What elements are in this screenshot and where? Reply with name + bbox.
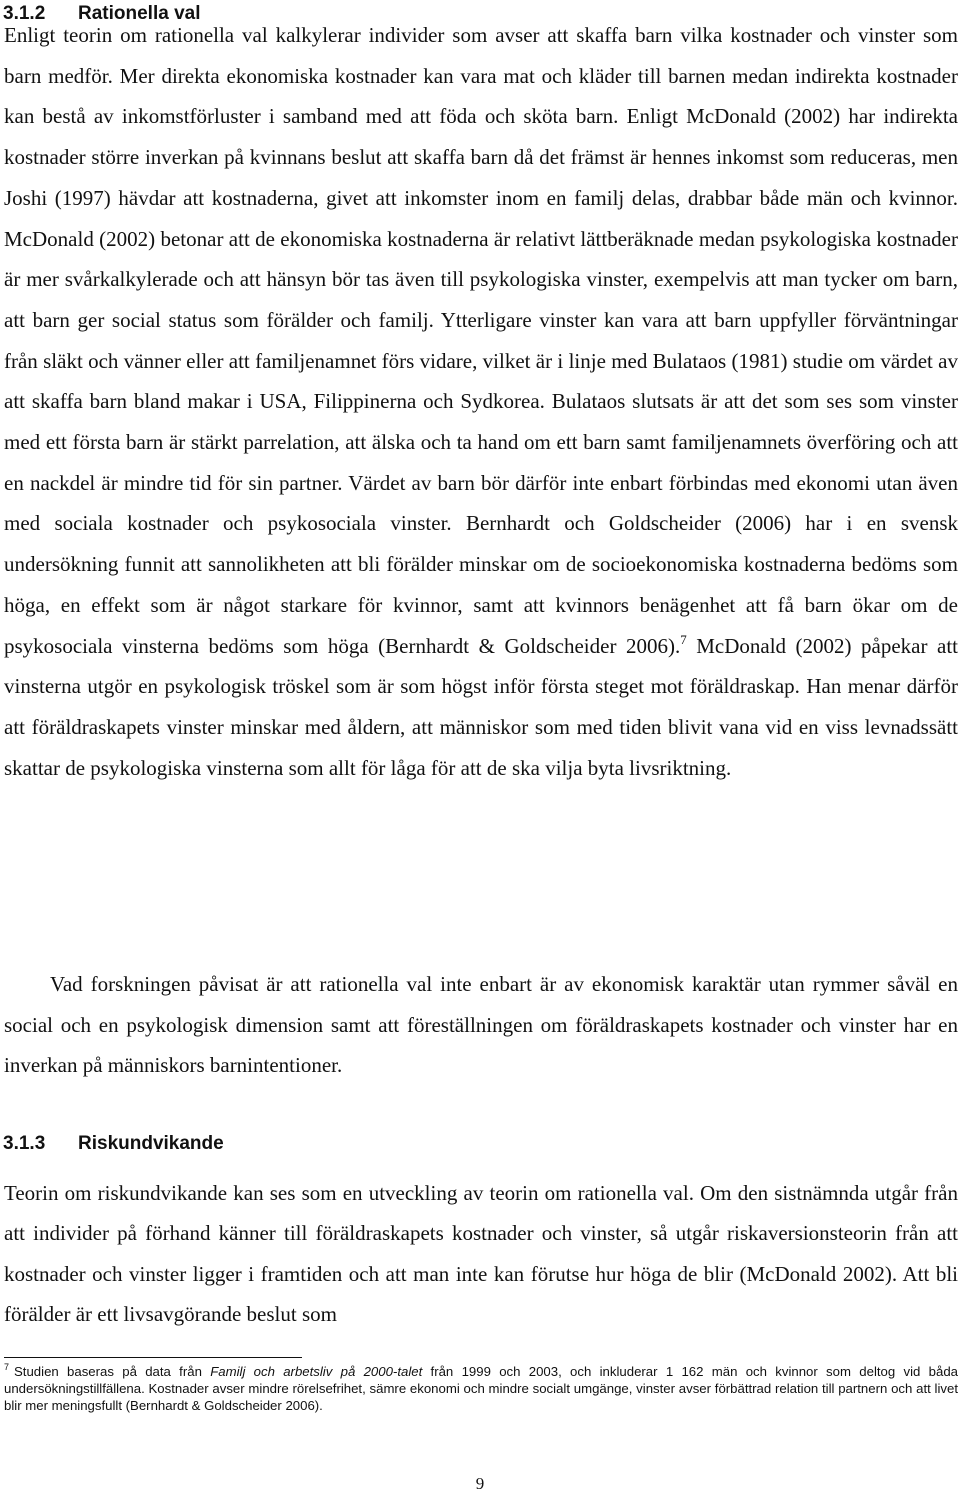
paragraph-text-continued: McDonald (2002) påpekar att vinsterna utgör en psykologisk tröskel som är som högst inför första steget mot föräldraskap. Han menar därför att föräldraskapets vinster minskar med åldern, att människor som med tiden blivit vana vid en viss levnadssätt skattar de psykologiska vinsterna som allt för låga för att de ska vilja byta livsriktning. [4,633,958,780]
body-paragraph: Teorin om riskundvikande kan ses som en utveckling av teorin om rationella val. Om den sistnämnda utgår från att individer på förhand känner till föräldraskapets kostnader och vinster, så utgår riskaversionsteorin från att kostnader och vinster ligger i framtiden och att man inte kan förutse hur höga de blir (McDonald 2002). Att bli förälder är ett livsavgörande beslut som [4,1181,958,1327]
footnote-text: Studien baseras på data från [14,1364,211,1379]
footnote-reference[interactable]: 7 [680,631,687,647]
section-number: 3.1.3 [3,1133,46,1154]
section-number: 3.1.2 [3,3,46,24]
paragraph-text: Enligt teorin om rationella val kalkylerar individer som avser att skaffa barn vilka kostnader och vinster som barn medför. Mer direkta ekonomiska kostnader kan vara mat och kläder till barnen medan indirekta kostnader kan bestå av inkomstförluster i samband med att föda och sköta barn. Enligt McDonald (2002) har indirekta kostnader större inverkan på kvinnans beslut att skaffa barn då det främst är hennes inkomst som reduceras, men Joshi (1997) hävdar att kostnaderna, givet att inkomster inom en familj delas, drabbar både män och kvinnor. McDonald (2002) betonar att de ekonomiska kostnaderna är relativt lättberäknade medan psykologiska kostnader är mer svårkalkylerade och att hänsyn bör tas även till psykologiska vinster, exempelvis att man tycker om barn, att barn ger social status som förälder och familj. Ytterligare vinster kan vara att barn uppfyller förväntningar från släkt och vänner eller att familjenamnet förs vidare, vilket är i linje med Bulataos (1981) studie om värdet av att skaffa barn bland makar i USA, Filippinerna och Sydkorea. Bulataos slutsats är att det som ses som vinster med ett första barn är stärkt parrelation, att älska och ta hand om ett barn samt familjenamnets överföring och att en nackdel är mindre tid för sin partner. Värdet av barn bör därför inte enbart förbindas med ekonomi utan även med sociala kostnader och psykosociala vinster. Bernhardt och Goldscheider (2006) har i en svensk undersökning funnit att sannolikheten att bli förälder minskar om de socioekonomiska kostnaderna bedöms som höga, en effekt som är något starkare för kvinnor, samt att kvinnors benägenhet att få barn ökar om de psykosociala vinsterna bedöms som höga (Bernhardt & Goldscheider 2006). [4,23,958,658]
section-title: Rationella val [78,3,201,24]
section-heading-riskundvikande [3,1132,224,1156]
body-paragraph: Vad forskningen påvisat är att rationella val inte enbart är av ekonomisk karaktär utan rymmer såväl en social och en psykologisk dimension samt att föreställningen om föräldraskapets kostnader och vinster har en inverkan på människors barnintentioner. [4,972,958,1078]
footnote-text-continued: från 1999 och 2003, och inkluderar 1 162 män och kvinnor som deltog vid båda undersökningstillfällena. Kostnader avser mindre rörelsefrihet, sämre ekonomi och mindre socialt umgänge, vinster avser förbättrad relation till partnern och att livet blir mer meningsfullt (Bernhardt & Goldscheider 2006). [4,1364,958,1413]
section-title: Riskundvikande [78,1133,224,1154]
body-paragraph [4,15,958,788]
footnote [4,1363,958,1414]
footnote-separator [4,1357,302,1358]
footnote-source-title: Familj och arbetsliv på 2000-talet [210,1364,423,1379]
page-number: 9 [475,1474,485,1493]
footnote-marker: 7 [4,1362,10,1372]
